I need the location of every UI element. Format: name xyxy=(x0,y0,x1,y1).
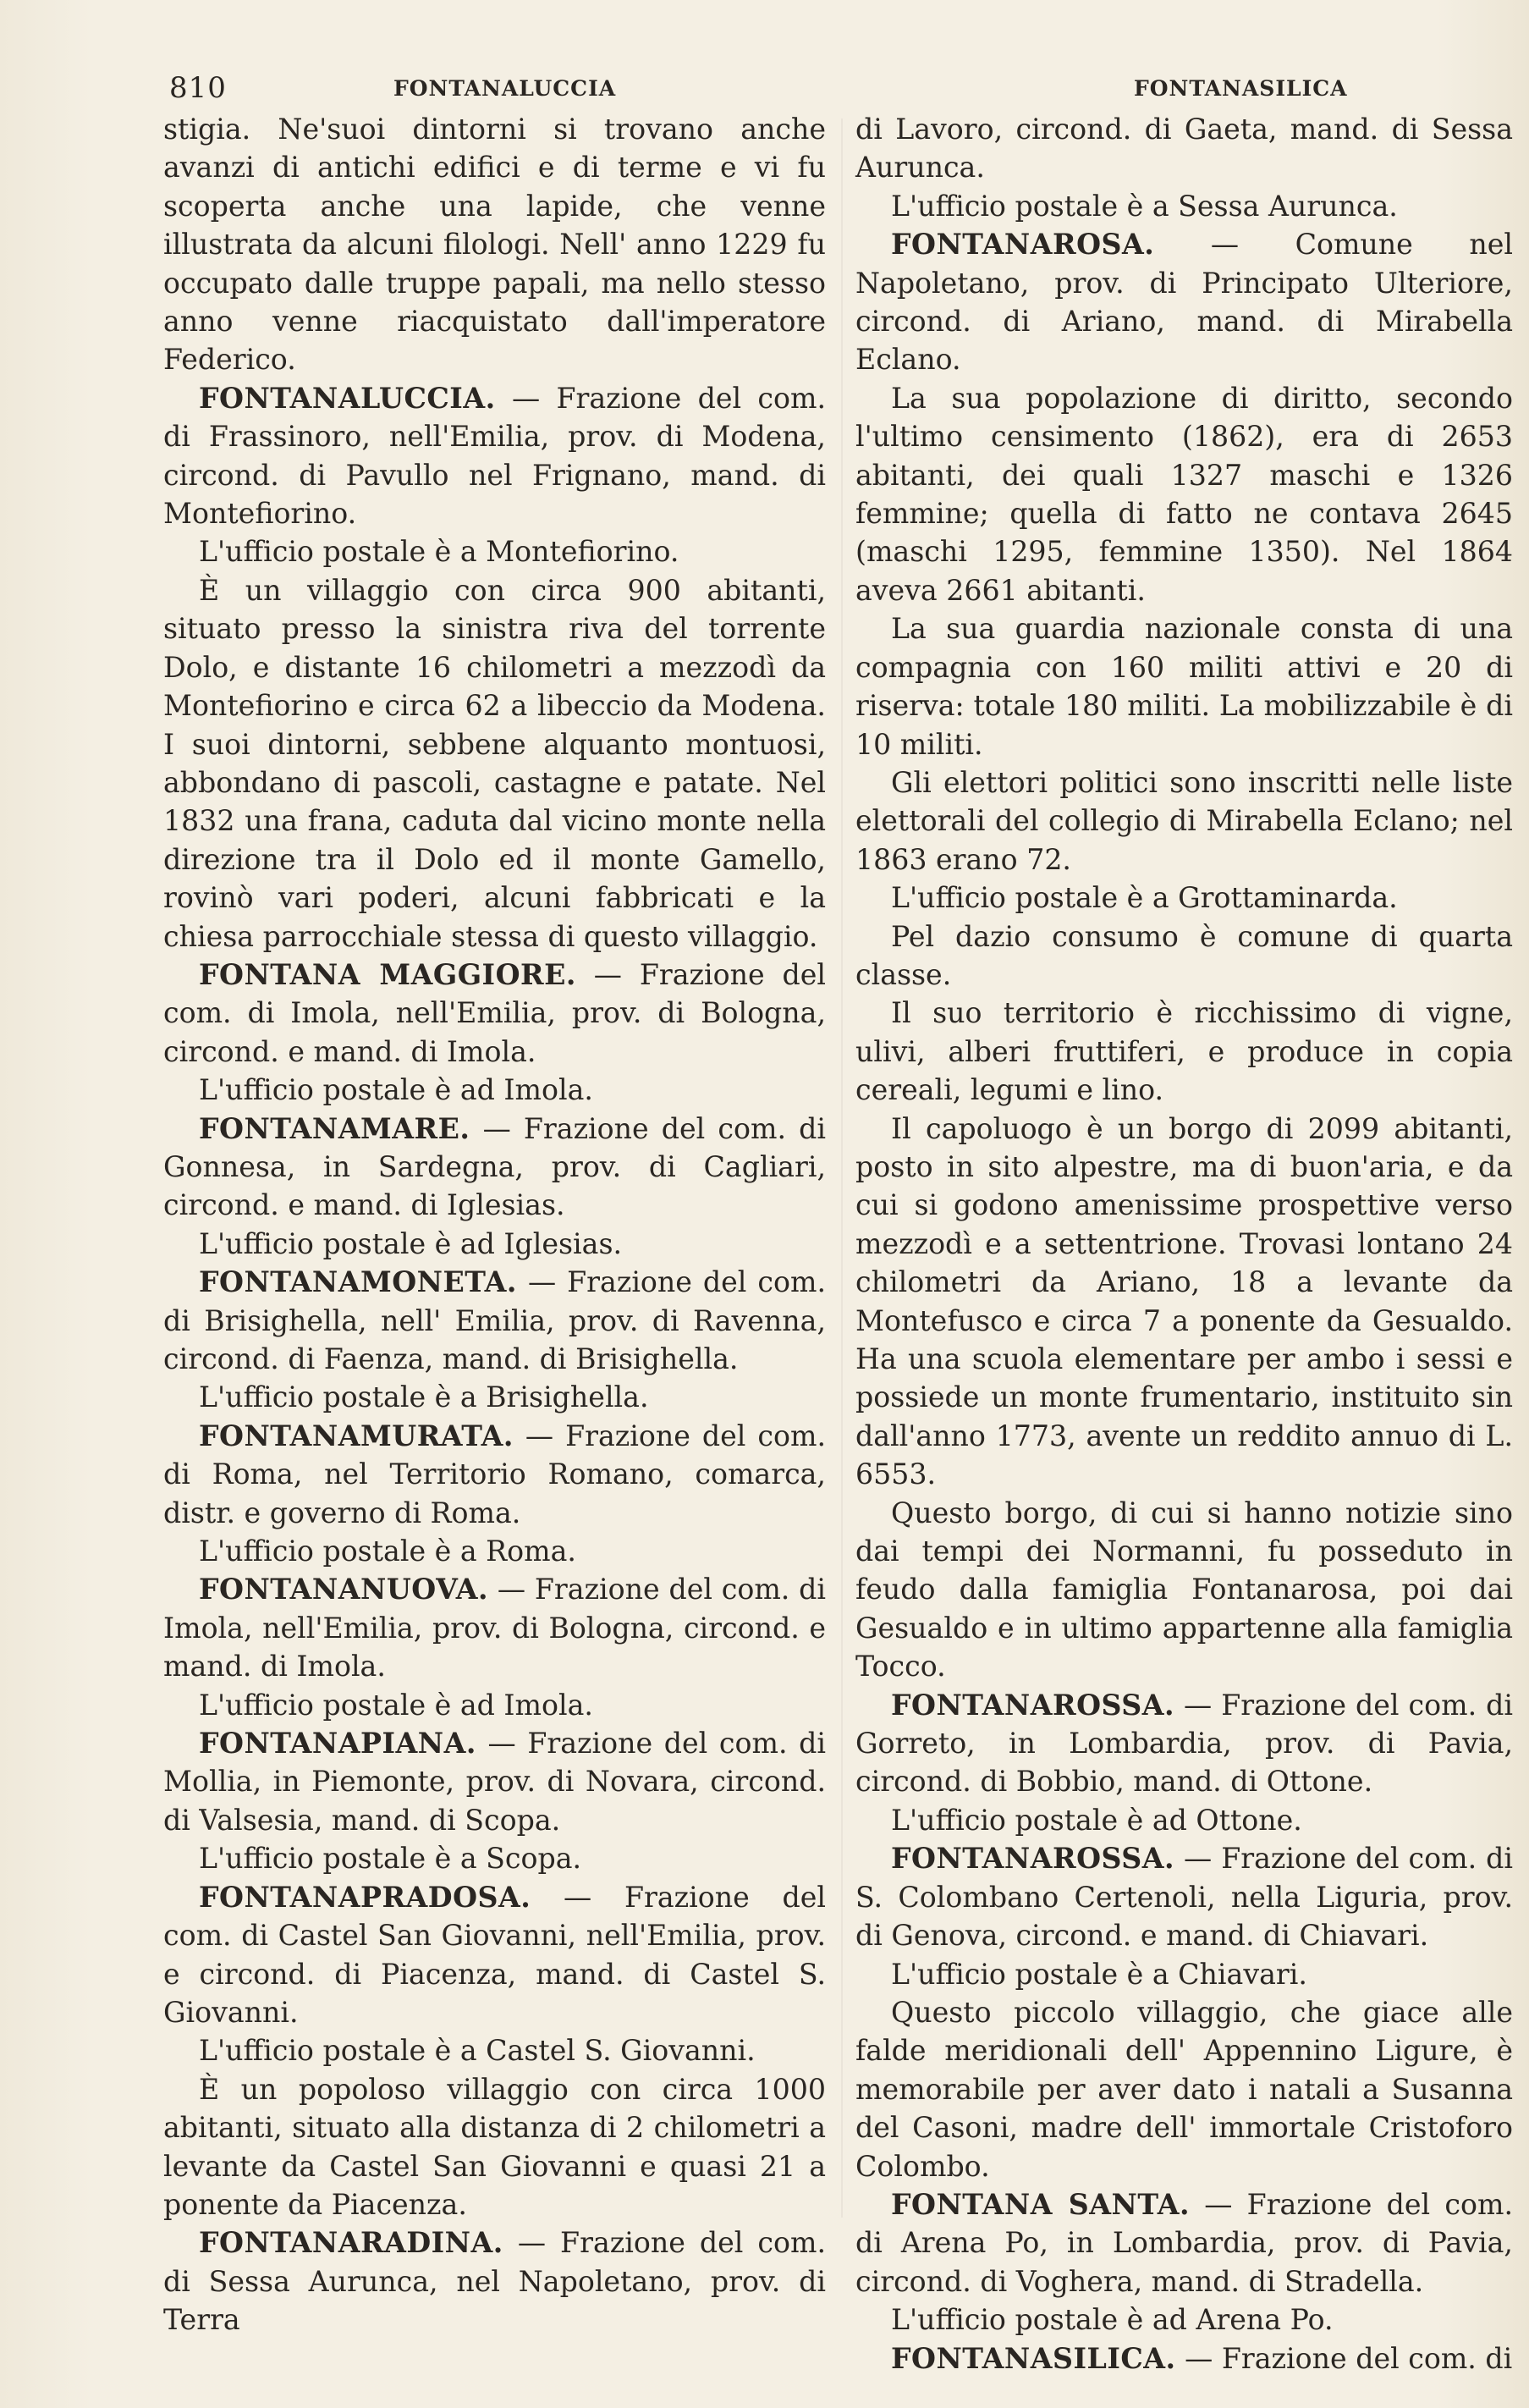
entry-text: Il capoluogo è un borgo di 2099 abitanti, posto in sito alpestre, ma di buon'aria, e da cui si godono amenissime prospettive verso mezzodì e a settentrione. Trovasi lontano 24 chilometri da Ariano, 18 a levante da Montefusco e circa 7 a ponente da Gesualdo. Ha una scuola elementare per ambo i sessi e possiede un monte frumentario, instituito sin dall'anno 1773, avente un reddito annuo di L. 6553. xyxy=(855,1111,1513,1491)
entry-text: — Frazione del com. di Gonnesa, in Sardegna, prov. di Cagliari, circond. e mand. di Iglesias. xyxy=(163,1111,826,1222)
entry-text: L'ufficio postale è ad Arena Po. xyxy=(891,2303,1334,2337)
text-paragraph xyxy=(855,379,1513,609)
entry-headword: FONTANAMARE. xyxy=(199,1111,470,1145)
entry-headword: FONTANAROSSA. xyxy=(891,1842,1175,1876)
text-paragraph xyxy=(855,879,1513,917)
entry-text: di Lavoro, circond. di Gaeta, mand. di Sessa Aurunca. xyxy=(855,113,1513,185)
entry-headword: FONTANAROSA. xyxy=(891,228,1155,262)
entry-text: — Comune nel Napoletano, prov. di Principato Ulteriore, circond. di Ariano, mand. di Mirabella Eclano. xyxy=(855,228,1513,377)
text-paragraph xyxy=(163,1378,826,1416)
entry-headword: FONTANA SANTA. xyxy=(891,2187,1190,2221)
entry-paragraph xyxy=(855,1686,1513,1801)
entry-paragraph xyxy=(163,1110,826,1225)
entry-paragraph xyxy=(855,1839,1513,1954)
entry-paragraph xyxy=(855,2339,1513,2378)
entry-headword: FONTANARADINA. xyxy=(199,2226,503,2260)
running-head-left: FONTANALUCCIA xyxy=(393,76,617,101)
entry-text: Pel dazio consumo è comune di quarta classe. xyxy=(855,919,1513,991)
right-column xyxy=(855,110,1513,2378)
entry-paragraph xyxy=(163,1724,826,1839)
text-paragraph xyxy=(855,1955,1513,1993)
left-column xyxy=(163,110,826,2339)
entry-text: L'ufficio postale è a Roma. xyxy=(199,1535,576,1568)
entry-text: — Frazione del com. di Arena Po, in Lombardia, prov. di Pavia, circond. di Voghera, mand. di Stradella. xyxy=(855,2187,1513,2298)
entry-headword: FONTANA MAGGIORE. xyxy=(199,957,576,991)
text-paragraph xyxy=(163,110,826,379)
running-head-right: FONTANASILICA xyxy=(1134,76,1348,101)
text-paragraph xyxy=(163,532,826,570)
text-paragraph xyxy=(855,110,1513,187)
text-paragraph xyxy=(855,187,1513,225)
text-paragraph xyxy=(855,994,1513,1109)
entry-paragraph xyxy=(163,956,826,1071)
text-paragraph xyxy=(855,609,1513,763)
entry-text: — Frazione del com. di xyxy=(1175,2341,1513,2375)
entry-text: L'ufficio postale è a Brisighella. xyxy=(199,1380,649,1414)
entry-text: La sua popolazione di diritto, secondo l'ultimo censimento (1862), era di 2653 abitanti, dei quali 1327 maschi e 1326 femmine; quella di fatto ne contava 2645 (maschi 1295, femmine 1350). Nel 1864 aveva 2661 abitanti. xyxy=(855,381,1513,607)
entry-text: È un villaggio con circa 900 abitanti, situato presso la sinistra riva del torrente Dolo, e distante 16 chilometri a mezzodì da Montefiorino e circa 62 a libeccio da Modena. I suoi dintorni, sebbene alquanto montuosi, abbondano di pascoli, castagne e patate. Nel 1832 una frana, caduta dal vicino monte nella direzione tra il Dolo ed il monte Gamello, rovinò vari poderi, alcuni fabbricati e la chiesa parrocchiale stessa di questo villaggio. xyxy=(163,573,826,953)
entry-text: — Frazione del com. di Gorreto, in Lombardia, prov. di Pavia, circond. di Bobbio, mand. di Ottone. xyxy=(855,1688,1513,1799)
entry-text: L'ufficio postale è ad Ottone. xyxy=(891,1803,1302,1837)
entry-text: L'ufficio postale è a Montefiorino. xyxy=(199,535,679,569)
entry-text: L'ufficio postale è a Sessa Aurunca. xyxy=(891,189,1398,223)
entry-text: stigia. Ne'suoi dintorni si trovano anche avanzi di antichi edifici e di terme e vi fu scoperta anche una lapide, che venne illustrata da alcuni filologi. Nell' anno 1229 fu occupato dalle truppe papali, ma nello stesso anno venne riacquistato dall'imperatore Federico. xyxy=(163,113,826,377)
entry-headword: FONTANASILICA. xyxy=(891,2341,1176,2375)
entry-text: — Frazione del com. di Sessa Aurunca, nel Napoletano, prov. di Terra xyxy=(163,2226,826,2337)
entry-paragraph xyxy=(163,1417,826,1532)
text-paragraph xyxy=(855,1801,1513,1839)
entry-headword: FONTANANUOVA. xyxy=(199,1573,489,1606)
text-paragraph xyxy=(855,1110,1513,1494)
text-paragraph xyxy=(163,571,826,956)
text-paragraph xyxy=(855,1494,1513,1686)
entry-headword: FONTANALUCCIA. xyxy=(199,381,496,415)
entry-text: L'ufficio postale è ad Imola. xyxy=(199,1688,593,1722)
entry-text: — Frazione del com. di Castel San Giovanni, nell'Emilia, prov. e circond. di Piacenza, mand. di Castel S. Giovanni. xyxy=(163,1880,826,2029)
text-paragraph xyxy=(163,1839,826,1877)
entry-text: — Frazione del com. di Brisighella, nell' Emilia, prov. di Ravenna, circond. di Faenza, mand. di Brisighella. xyxy=(163,1265,826,1375)
entry-text: L'ufficio postale è a Scopa. xyxy=(199,1842,582,1876)
text-paragraph xyxy=(163,1532,826,1570)
entry-text: — Frazione del com. di Frassinoro, nell'Emilia, prov. di Modena, circond. di Pavullo nel Frignano, mand. di Montefiorino. xyxy=(163,381,826,531)
entry-headword: FONTANAROSSA. xyxy=(891,1688,1175,1722)
entry-headword: FONTANAPRADOSA. xyxy=(199,1880,531,1914)
text-paragraph xyxy=(855,1993,1513,2185)
entry-paragraph xyxy=(163,379,826,533)
text-paragraph xyxy=(855,2301,1513,2339)
text-paragraph xyxy=(163,1071,826,1109)
text-paragraph xyxy=(163,2031,826,2069)
text-paragraph xyxy=(163,2070,826,2224)
entry-headword: FONTANAMONETA. xyxy=(199,1265,517,1299)
entry-headword: FONTANAPIANA. xyxy=(199,1727,476,1761)
entry-paragraph xyxy=(855,2185,1513,2301)
entry-text: L'ufficio postale è a Castel S. Giovanni. xyxy=(199,2034,756,2068)
entry-paragraph xyxy=(163,1570,826,1685)
entry-text: L'ufficio postale è a Grottaminarda. xyxy=(891,881,1398,915)
text-paragraph xyxy=(855,917,1513,995)
page-number: 810 xyxy=(169,71,227,105)
entry-text: È un popoloso villaggio con circa 1000 abitanti, situato alla distanza di 2 chilometri a levante da Castel San Giovanni e quasi 21 a ponente da Piacenza. xyxy=(163,2072,826,2221)
entry-text: Questo borgo, di cui si hanno notizie sino dai tempi dei Normanni, fu posseduto in feudo dalla famiglia Fontanarosa, poi dai Gesualdo e in ultimo appartenne alla famiglia Tocco. xyxy=(855,1496,1513,1683)
text-paragraph xyxy=(163,1225,826,1263)
entry-headword: FONTANAMURATA. xyxy=(199,1419,514,1452)
page-header xyxy=(169,73,1489,107)
text-paragraph xyxy=(855,763,1513,879)
text-paragraph xyxy=(163,1686,826,1724)
entry-paragraph xyxy=(163,1263,826,1378)
entry-text: — Frazione del com. di Imola, nell'Emilia, prov. di Bologna, circond. e mand. di Imola. xyxy=(163,957,826,1068)
entry-paragraph xyxy=(163,2223,826,2339)
entry-paragraph xyxy=(163,1878,826,2032)
entry-text: Gli elettori politici sono inscritti nelle liste elettorali del collegio di Mirabella Eclano; nel 1863 erano 72. xyxy=(855,765,1513,876)
entry-text: — Frazione del com. di Mollia, in Piemonte, prov. di Novara, circond. di Valsesia, mand. di Scopa. xyxy=(163,1727,826,1837)
entry-text: Questo piccolo villaggio, che giace alle falde meridionali dell' Appennino Ligure, è memorabile per aver dato i natali a Susanna del Casoni, madre dell' immortale Cristoforo Colombo. xyxy=(855,1995,1513,2183)
column-gutter xyxy=(841,118,843,2218)
entry-text: La sua guardia nazionale consta di una compagnia con 160 militi attivi e 20 di riserva: totale 180 militi. La mobilizzabile è di 10 militi. xyxy=(855,612,1513,761)
entry-text: — Frazione del com. di S. Colombano Certenoli, nella Liguria, prov. di Genova, circond. e mand. di Chiavari. xyxy=(855,1842,1513,1953)
entry-paragraph xyxy=(855,225,1513,379)
entry-text: Il suo territorio è ricchissimo di vigne, ulivi, alberi fruttiferi, e produce in copia cereali, legumi e lino. xyxy=(855,996,1513,1107)
entry-text: — Frazione del com. di Roma, nel Territorio Romano, comarca, distr. e governo di Roma. xyxy=(163,1419,826,1529)
entry-text: L'ufficio postale è ad Iglesias. xyxy=(199,1226,623,1260)
entry-text: L'ufficio postale è ad Imola. xyxy=(199,1073,593,1107)
entry-text: L'ufficio postale è a Chiavari. xyxy=(891,1957,1307,1991)
entry-text: — Frazione del com. di Imola, nell'Emilia, prov. di Bologna, circond. e mand. di Imola. xyxy=(163,1573,826,1683)
